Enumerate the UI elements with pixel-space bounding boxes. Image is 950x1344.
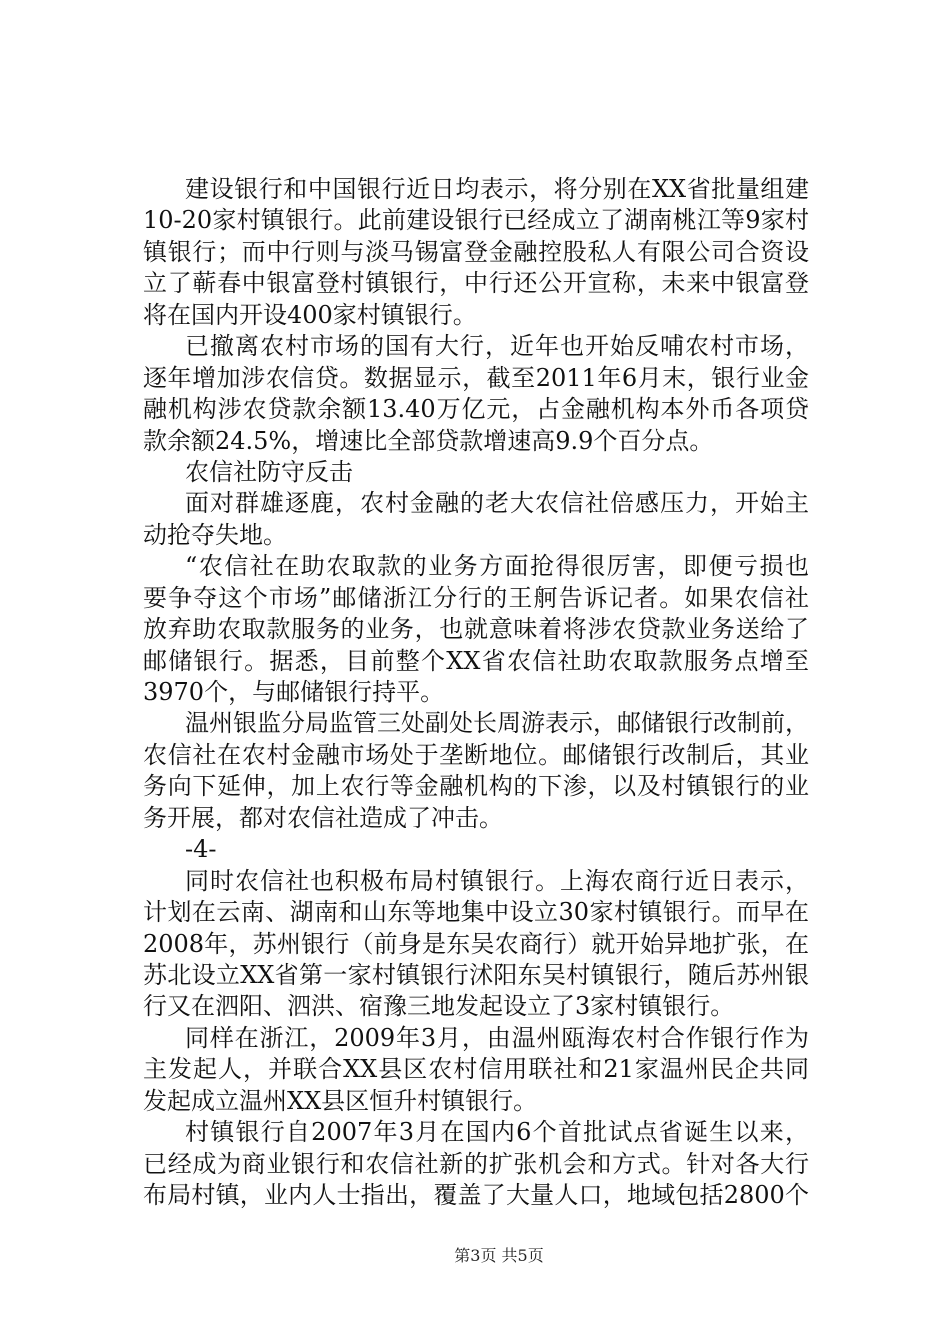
text-line: 农信社在农村金融市场处于垄断地位。邮储银行改制后，其业: [143, 740, 809, 769]
text-line: 村镇银行自2007年3月在国内6个首批试点省诞生以来，: [185, 1118, 809, 1147]
text-line: -4-: [185, 835, 217, 864]
text-line: 邮储银行。据悉，目前整个XX省农信社助农取款服务点增至: [143, 646, 809, 675]
text-line: 发起成立温州XX县区恒升村镇银行。: [143, 1086, 538, 1115]
text-line: 镇银行；而中行则与淡马锡富登金融控股私人有限公司合资设: [143, 237, 809, 266]
text-line: 建设银行和中国银行近日均表示，将分别在XX省批量组建: [185, 175, 809, 203]
page-footer: 第3页 共5页: [454, 1246, 544, 1265]
text-line: 农信社防守反击: [185, 457, 353, 486]
text-line: 务开展，都对农信社造成了冲击。: [143, 803, 503, 832]
paragraph: [143, 834, 809, 865]
text-line: 已经成为商业银行和农信社新的扩张机会和方式。针对各大行: [143, 1149, 809, 1178]
text-line: 已撤离农村市场的国有大行，近年也开始反哺农村市场，: [185, 332, 809, 361]
paragraph: [143, 1117, 809, 1211]
text-line: 主发起人，并联合XX县区农村信用联社和21家温州民企共同: [143, 1055, 809, 1084]
text-line: 动抢夺失地。: [143, 520, 287, 549]
paragraph: [143, 457, 809, 488]
paragraph: [143, 708, 809, 834]
text-line: 3970个，与邮储银行持平。: [143, 678, 445, 706]
text-line: 融机构涉农贷款余额13.40万亿元，占金融机构本外币各项贷: [143, 395, 809, 424]
text-line: 面对群雄逐鹿，农村金融的老大农信社倍感压力，开始主: [185, 489, 809, 518]
text-line: “农信社在助农取款的业务方面抢得很厉害，即便亏损也: [185, 552, 809, 581]
text-line: 立了蕲春中银富登村镇银行，中行还公开宣称，未来中银富登: [143, 269, 809, 298]
paragraph: [143, 551, 809, 708]
paragraph: [143, 866, 809, 1023]
document-body: [143, 174, 809, 1211]
text-line: 放弃助农取款服务的业务，也就意味着将涉农贷款业务送给了: [143, 615, 809, 644]
text-line: 同时农信社也积极布局村镇银行。上海农商行近日表示，: [185, 866, 809, 895]
text-line: 将在国内开设400家村镇银行。: [143, 300, 477, 329]
paragraph: [143, 331, 809, 457]
text-line: 温州银监分局监管三处副处长周游表示，邮储银行改制前，: [185, 709, 809, 738]
text-line: 10-20家村镇银行。此前建设银行已经成立了湖南桃江等9家村: [143, 206, 809, 235]
text-line: 逐年增加涉农信贷。数据显示，截至2011年6月末，银行业金: [143, 363, 809, 392]
text-line: 务向下延伸，加上农行等金融机构的下渗，以及村镇银行的业: [143, 772, 809, 801]
text-line: 款余额24.5%，增速比全部贷款增速高9.9个百分点。: [143, 426, 714, 455]
paragraph: [143, 174, 809, 331]
text-line: 2008年，苏州银行（前身是东吴农商行）就开始异地扩张，在: [143, 929, 809, 958]
text-line: 同样在浙江，2009年3月，由温州瓯海农村合作银行作为: [185, 1023, 809, 1052]
paragraph: [143, 1023, 809, 1117]
text-line: 计划在云南、湖南和山东等地集中设立30家村镇银行。而早在: [143, 898, 809, 927]
text-line: 行又在泗阳、泗洪、宿豫三地发起设立了3家村镇银行。: [143, 992, 735, 1021]
text-line: 苏北设立XX省第一家村镇银行沭阳东吴村镇银行，随后苏州银: [143, 960, 809, 989]
text-line: 要争夺这个市场”邮储浙江分行的王舸告诉记者。如果农信社: [143, 583, 809, 612]
text-line: 布局村镇，业内人士指出，覆盖了大量人口，地域包括2800个: [143, 1181, 809, 1209]
paragraph: [143, 488, 809, 551]
